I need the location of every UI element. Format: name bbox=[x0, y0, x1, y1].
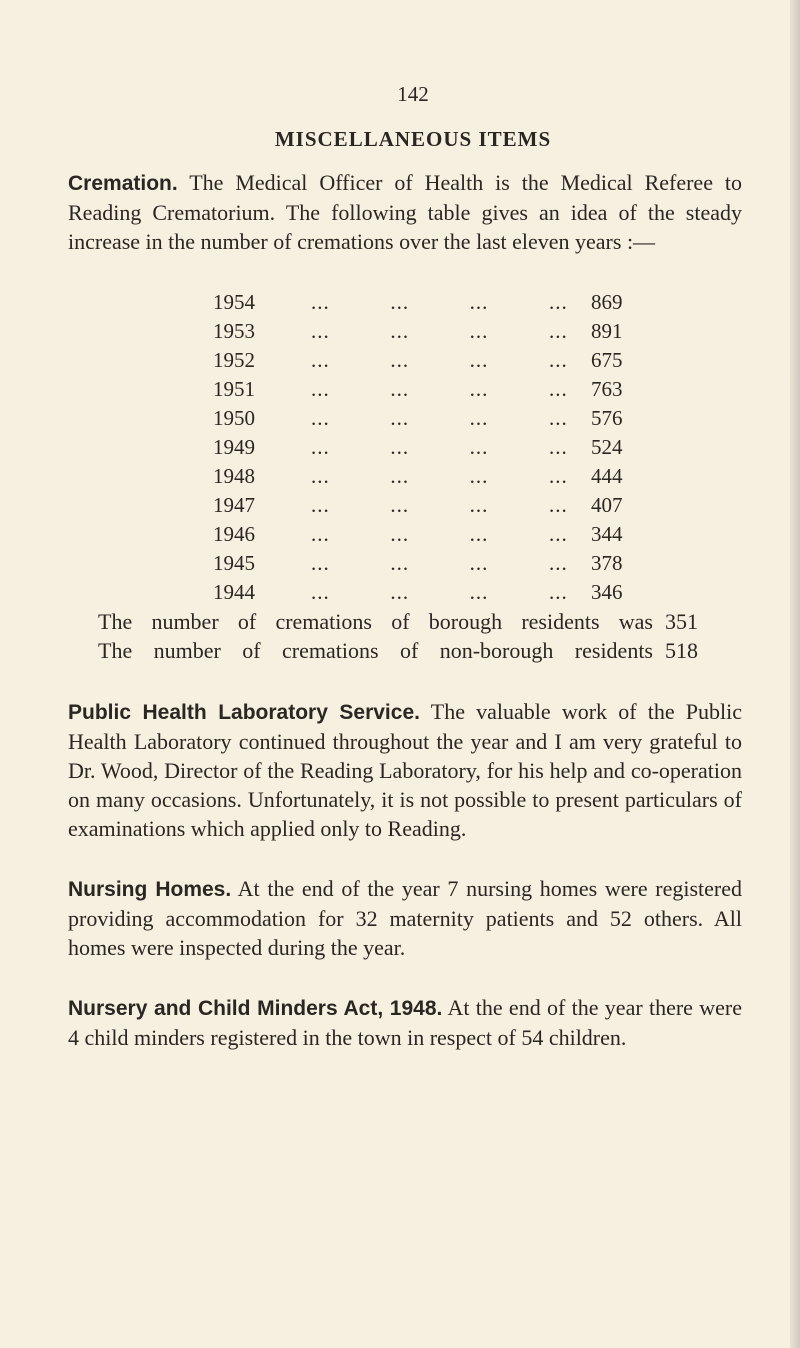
dots: ... bbox=[548, 580, 568, 604]
table-row bbox=[213, 404, 641, 433]
dots: ... bbox=[548, 348, 568, 372]
leader-dots bbox=[283, 404, 589, 433]
value-cell: 675 bbox=[591, 348, 623, 372]
dots: ... bbox=[311, 377, 330, 401]
dots: ... bbox=[390, 493, 410, 517]
year-cell: 1952 bbox=[213, 348, 255, 372]
table-row bbox=[213, 549, 641, 578]
value-cell: 576 bbox=[591, 406, 623, 430]
dots: ... bbox=[469, 348, 489, 372]
cremations-table bbox=[213, 288, 641, 607]
year-cell: 1946 bbox=[213, 522, 255, 546]
phls-heading: Public Health Laboratory Service. bbox=[68, 701, 420, 724]
nursing-heading: Nursing Homes. bbox=[68, 878, 232, 901]
year-cell: 1947 bbox=[213, 493, 255, 517]
nursery-paragraph bbox=[68, 993, 742, 1052]
nursing-paragraph bbox=[68, 874, 742, 962]
table-row bbox=[213, 578, 641, 607]
non-borough-label: The number of cremations of non-borough residents bbox=[98, 638, 653, 663]
nursing-text: At the end of the year 7 nursing homes were registered providing accommodation for 32 maternity patients and 52 others. All homes were inspected during the year. bbox=[68, 876, 742, 960]
year-cell: 1949 bbox=[213, 435, 255, 459]
year-cell: 1950 bbox=[213, 406, 255, 430]
dots: ... bbox=[390, 290, 410, 314]
leader-dots bbox=[283, 462, 589, 491]
dots: ... bbox=[311, 348, 330, 372]
dots: ... bbox=[311, 522, 330, 546]
leader-dots bbox=[283, 491, 589, 520]
dots: ... bbox=[469, 377, 489, 401]
dots: ... bbox=[311, 464, 330, 488]
dots: ... bbox=[469, 290, 489, 314]
dots: ... bbox=[548, 464, 568, 488]
leader-dots bbox=[283, 346, 589, 375]
dots: ... bbox=[469, 406, 489, 430]
value-cell: 869 bbox=[591, 290, 623, 314]
non-borough-summary bbox=[98, 636, 698, 665]
dots: ... bbox=[469, 464, 489, 488]
leader-dots bbox=[283, 317, 589, 346]
dots: ... bbox=[311, 493, 330, 517]
dots: ... bbox=[311, 435, 330, 459]
leader-dots bbox=[283, 375, 589, 404]
dots: ... bbox=[390, 464, 410, 488]
dots: ... bbox=[311, 580, 330, 604]
dots: ... bbox=[548, 377, 568, 401]
dots: ... bbox=[311, 551, 330, 575]
year-cell: 1944 bbox=[213, 580, 255, 604]
dots: ... bbox=[390, 522, 410, 546]
year-cell: 1945 bbox=[213, 551, 255, 575]
non-borough-value: 518 bbox=[665, 638, 698, 663]
dots: ... bbox=[548, 493, 568, 517]
value-cell: 891 bbox=[591, 319, 623, 343]
year-cell: 1954 bbox=[213, 290, 255, 314]
table-row bbox=[213, 433, 641, 462]
year-cell: 1953 bbox=[213, 319, 255, 343]
dots: ... bbox=[469, 580, 489, 604]
cremation-paragraph bbox=[68, 168, 742, 256]
nursery-heading: Nursery and Child Minders Act, 1948. bbox=[68, 997, 443, 1020]
nursery-text: At the end of the year there were 4 child minders registered in the town in respect of 54 children. bbox=[68, 995, 742, 1050]
dots: ... bbox=[311, 406, 330, 430]
dots: ... bbox=[548, 290, 568, 314]
table-row bbox=[213, 317, 641, 346]
leader-dots bbox=[283, 433, 589, 462]
dots: ... bbox=[469, 522, 489, 546]
dots: ... bbox=[390, 551, 410, 575]
dots: ... bbox=[390, 435, 410, 459]
value-cell: 346 bbox=[591, 580, 623, 604]
dots: ... bbox=[390, 348, 410, 372]
value-cell: 524 bbox=[591, 435, 623, 459]
value-cell: 378 bbox=[591, 551, 623, 575]
cremation-heading: Cremation. bbox=[68, 172, 178, 195]
dots: ... bbox=[469, 319, 489, 343]
value-cell: 344 bbox=[591, 522, 623, 546]
dots: ... bbox=[548, 551, 568, 575]
table-row bbox=[213, 288, 641, 317]
table-row bbox=[213, 491, 641, 520]
table-row bbox=[213, 375, 641, 404]
dots: ... bbox=[548, 406, 568, 430]
year-cell: 1951 bbox=[213, 377, 255, 401]
leader-dots bbox=[283, 288, 589, 317]
value-cell: 407 bbox=[591, 493, 623, 517]
dots: ... bbox=[548, 319, 568, 343]
borough-summary bbox=[98, 607, 698, 636]
dots: ... bbox=[390, 580, 410, 604]
dots: ... bbox=[469, 493, 489, 517]
borough-label: The number of cremations of borough residents was bbox=[98, 609, 653, 634]
dots: ... bbox=[548, 435, 568, 459]
table-row bbox=[213, 520, 641, 549]
dots: ... bbox=[469, 551, 489, 575]
page-title: MISCELLANEOUS ITEMS bbox=[274, 127, 552, 151]
dots: ... bbox=[390, 319, 410, 343]
dots: ... bbox=[311, 290, 330, 314]
borough-value: 351 bbox=[665, 609, 698, 634]
leader-dots bbox=[283, 578, 589, 607]
dots: ... bbox=[469, 435, 489, 459]
leader-dots bbox=[283, 549, 589, 578]
leader-dots bbox=[283, 520, 589, 549]
phls-text: The valuable work of the Public Health Laboratory continued throughout the year and I am very grateful to Dr. Wood, Director of the Reading Laboratory, for his help and co-operation on many occasions. Unfortunately, it is not possible to present particulars of examinations which applied only to Reading. bbox=[68, 699, 742, 841]
value-cell: 444 bbox=[591, 464, 623, 488]
page-number: 142 bbox=[397, 82, 429, 106]
page-edge bbox=[790, 0, 800, 1348]
dots: ... bbox=[548, 522, 568, 546]
year-cell: 1948 bbox=[213, 464, 255, 488]
dots: ... bbox=[390, 377, 410, 401]
value-cell: 763 bbox=[591, 377, 623, 401]
table-row bbox=[213, 346, 641, 375]
cremation-text: The Medical Officer of Health is the Medical Referee to Reading Crematorium. The following table gives an idea of the steady increase in the number of cremations over the last eleven years :— bbox=[68, 170, 742, 254]
table-row bbox=[213, 462, 641, 491]
dots: ... bbox=[311, 319, 330, 343]
phls-paragraph bbox=[68, 697, 742, 843]
dots: ... bbox=[390, 406, 410, 430]
